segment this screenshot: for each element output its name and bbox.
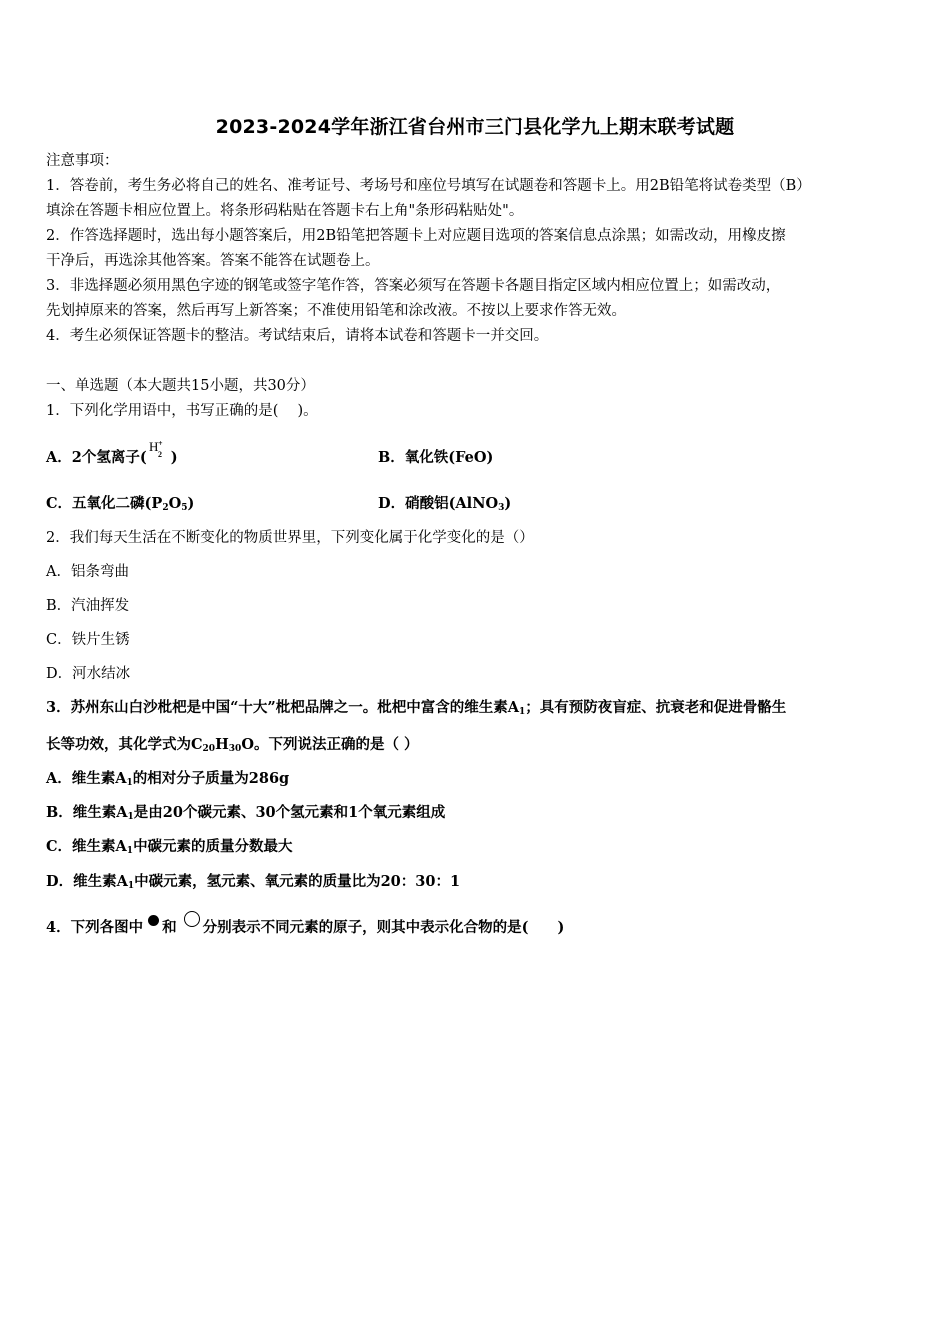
q1-option-d-text: D．硝酸铝(AlNO bbox=[378, 495, 499, 512]
notice-line-4: 干净后，再选涂其他答案。答案不能答在试题卷上。 bbox=[46, 253, 380, 269]
subscript: 3 bbox=[498, 503, 505, 513]
q2-option-a: A．铝条弯曲 bbox=[46, 564, 129, 580]
q4-stem-text-cont: 分别表示不同元素的原子，则其中表示化合物的是( ) bbox=[202, 919, 565, 936]
q3-stem-line-1 bbox=[46, 698, 786, 718]
subscript: 20 bbox=[202, 744, 216, 754]
notice-line-5: 3．非选择题必须用黑色字迹的钢笔或签字笔作答，答案必须写在答题卡各题目指定区域内相应位置上；如需改动， bbox=[46, 278, 781, 294]
q3-stem-text-cont: ；具有预防夜盲症、抗衰老和促进骨骼生 bbox=[525, 699, 787, 716]
ion-subscript: 2 bbox=[157, 450, 162, 459]
q2-stem: 2．我们每天生活在不断变化的物质世界里，下列变化属于化学变化的是（） bbox=[46, 530, 534, 546]
subscript: 1 bbox=[126, 778, 133, 788]
q1-option-a-text: A．2个氢离子( bbox=[46, 449, 147, 466]
hollow-atom-icon bbox=[183, 910, 201, 928]
q4-stem-text: 4．下列各图中 bbox=[46, 919, 144, 936]
subscript: 30 bbox=[228, 744, 242, 754]
q3-option-a-text: A．维生素A bbox=[46, 770, 127, 787]
ion-charge: + bbox=[157, 439, 163, 448]
q2-option-c: C．铁片生锈 bbox=[46, 632, 130, 648]
q2-option-b: B．汽油挥发 bbox=[46, 598, 130, 614]
subscript: 1 bbox=[126, 846, 134, 856]
q1-stem: 1．下列化学用语中，书写正确的是( )。 bbox=[46, 403, 318, 419]
notice-line-1: 1．答卷前，考生务必将自己的姓名、准考证号、考场号和座位号填写在试题卷和答题卡上。用2B铅笔将试卷类型（B） bbox=[46, 178, 811, 194]
q1-option-c-close: ) bbox=[187, 495, 195, 512]
q1-option-c bbox=[46, 494, 194, 514]
q3-option-d-cont: 中碳元素，氢元素、氧元素的质量比为20：30：1 bbox=[134, 873, 461, 890]
notice-heading: 注意事项： bbox=[46, 153, 119, 169]
q3-option-c-cont: 中碳元素的质量分数最大 bbox=[133, 838, 293, 855]
q1-option-b: B．氧化铁(FeO) bbox=[378, 449, 494, 466]
q3-formula-h: H bbox=[215, 736, 229, 753]
ion-symbol: H bbox=[148, 439, 159, 454]
q3-option-b bbox=[46, 803, 445, 823]
q3-option-a-cont: 的相对分子质量为286g bbox=[132, 770, 290, 787]
subscript: 1 bbox=[127, 881, 135, 891]
q3-stem-line-2 bbox=[46, 735, 419, 755]
subscript: 1 bbox=[127, 812, 134, 822]
q1-option-d bbox=[378, 494, 511, 514]
q3-option-b-text: B．维生素A bbox=[46, 804, 128, 821]
q3-option-d bbox=[46, 872, 460, 892]
q1-option-a bbox=[46, 439, 178, 468]
q3-stem-text: 3．苏州东山白沙枇杷是中国“十大”枇杷品牌之一。枇杷中富含的维生素A bbox=[46, 699, 520, 716]
q3-stem-text-2-cont: O。下列说法正确的是（ ） bbox=[241, 736, 419, 753]
notice-line-7: 4．考生必须保证答题卡的整洁。考试结束后，请将本试卷和答题卡一并交回。 bbox=[46, 328, 549, 344]
subscript: 1 bbox=[519, 707, 526, 717]
q1-option-c-text: C．五氧化二磷(P bbox=[46, 495, 163, 512]
q4-stem-and: 和 bbox=[162, 919, 177, 936]
page-title: 2023-2024学年浙江省台州市三门县化学九上期末联考试题 bbox=[215, 116, 735, 138]
subscript: 5 bbox=[181, 503, 188, 513]
q4-stem bbox=[46, 918, 564, 938]
notice-line-6: 先划掉原来的答案，然后再写上新答案；不准使用铅笔和涂改液。不按以上要求作答无效。 bbox=[46, 303, 626, 319]
q3-option-d-text: D．维生素A bbox=[46, 873, 128, 890]
notice-line-3: 2．作答选择题时，选出每小题答案后，用2B铅笔把答题卡上对应题目选项的答案信息点涂黑；如需改动，用橡皮擦 bbox=[46, 228, 786, 244]
notice-line-2: 填涂在答题卡相应位置上。将条形码粘贴在答题卡右上角"条形码粘贴处"。 bbox=[46, 203, 524, 219]
section-heading: 一、单选题（本大题共15小题，共30分） bbox=[46, 378, 315, 394]
q3-option-c-text: C．维生素A bbox=[46, 838, 127, 855]
subscript: 2 bbox=[162, 503, 169, 513]
q3-stem-text-2: 长等功效，其化学式为C bbox=[46, 736, 203, 753]
q1-option-c-mid: O bbox=[168, 495, 182, 512]
q3-option-a bbox=[46, 769, 289, 789]
q1-option-d-close: ) bbox=[504, 495, 512, 512]
q2-option-d: D．河水结冰 bbox=[46, 666, 131, 682]
filled-atom-icon bbox=[147, 914, 160, 927]
q1-option-a-close: ) bbox=[170, 449, 178, 466]
q3-option-c bbox=[46, 837, 293, 857]
hydrogen-ion-formula bbox=[147, 439, 171, 468]
q3-option-b-cont: 是由20个碳元素、30个氢元素和1个氧元素组成 bbox=[133, 804, 446, 821]
